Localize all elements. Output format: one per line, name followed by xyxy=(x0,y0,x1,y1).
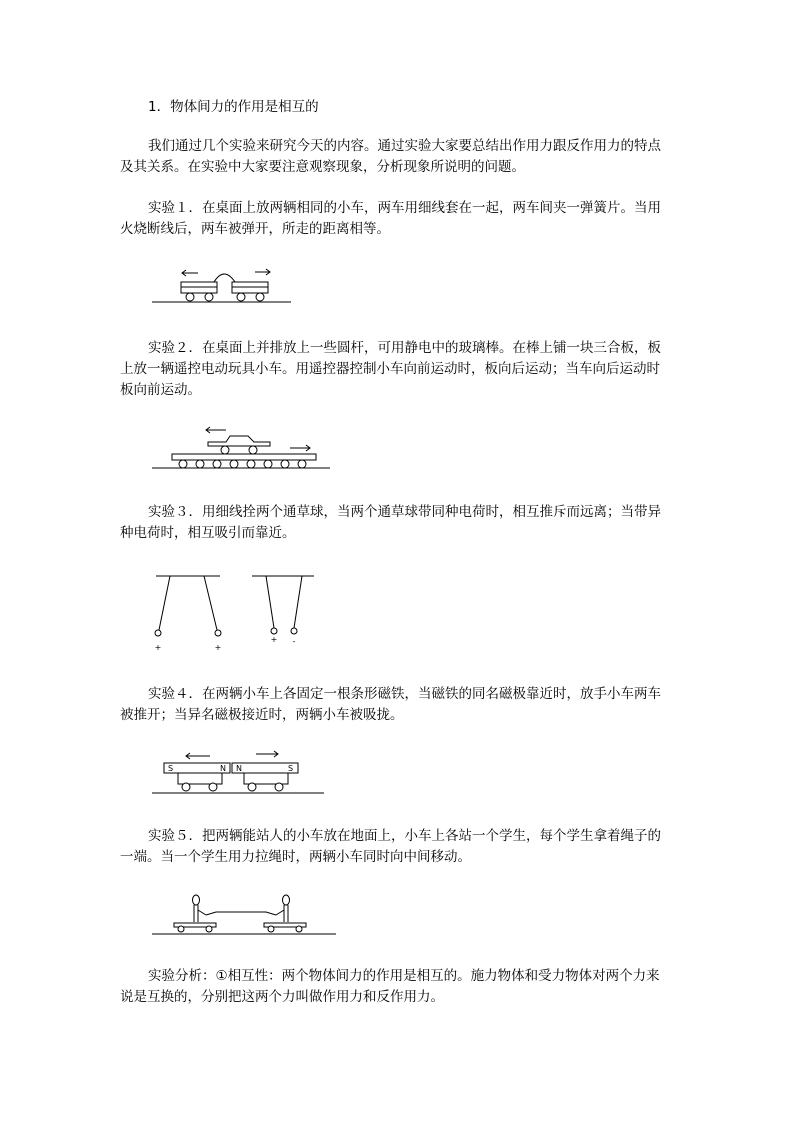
experiment-5-text: 实验５．把两辆能站人的小车放在地面上，小车上各站一个学生，每个学生拿着绳子的一端。当一个学生用力拉绳时，两辆小车同时向中间移动。 xyxy=(120,828,661,865)
experiment-1-text: 实验１．在桌面上放两辆相同的小车，两车用细线套在一起，两车间夹一弹簧片。当用火烧断线后，两车被弹开，所走的距离相等。 xyxy=(120,200,661,237)
magnet-right-pole-1: N xyxy=(236,764,242,773)
magnet-left-pole-2: N xyxy=(220,764,226,773)
experiment-4-figure xyxy=(150,748,326,796)
experiment-5-figure xyxy=(150,890,340,938)
section-heading: 1．物体间力的作用是相互的 xyxy=(148,99,319,115)
experiment-1-figure xyxy=(150,262,295,308)
experiment-2-text: 实验２．在桌面上并排放上一些圆杆，可用静电中的玻璃棒。在棒上铺一块三合板，板上放一辆遥控电动玩具小车。用遥控器控制小车向前运动时，板向后运动；当车向后运动时板向前运动。 xyxy=(120,340,661,398)
charge-label-right-1: + xyxy=(270,635,278,644)
magnet-left-pole-1: S xyxy=(168,764,174,773)
experiment-3-figure xyxy=(152,572,320,654)
analysis-paragraph: 实验分析：①相互性：两个物体间力的作用是相互的。施力物体和受力物体对两个力来说是互换的，分别把这两个力叫做作用力和反作用力。 xyxy=(120,968,660,1005)
experiment-2-figure xyxy=(150,424,332,472)
charge-label-right-2: - xyxy=(292,637,296,646)
charge-label-left-1: + xyxy=(154,643,162,652)
intro-paragraph: 我们通过几个实验来研究今天的内容。通过实验大家要总结出作用力跟反作用力的特点及其关系。在实验中大家要注意观察现象，分析现象所说明的问题。 xyxy=(120,138,661,175)
experiment-3-text: 实验３．用细线拴两个通草球，当两个通草球带同种电荷时，相互推斥而远离；当带异种电荷时，相互吸引而靠近。 xyxy=(120,504,661,541)
charge-label-left-2: + xyxy=(214,643,222,652)
experiment-4-text: 实验４．在两辆小车上各固定一根条形磁铁，当磁铁的同名磁极靠近时，放手小车两车被推开；当异名磁极接近时，两辆小车被吸拢。 xyxy=(120,686,661,723)
magnet-right-pole-2: S xyxy=(288,764,294,773)
